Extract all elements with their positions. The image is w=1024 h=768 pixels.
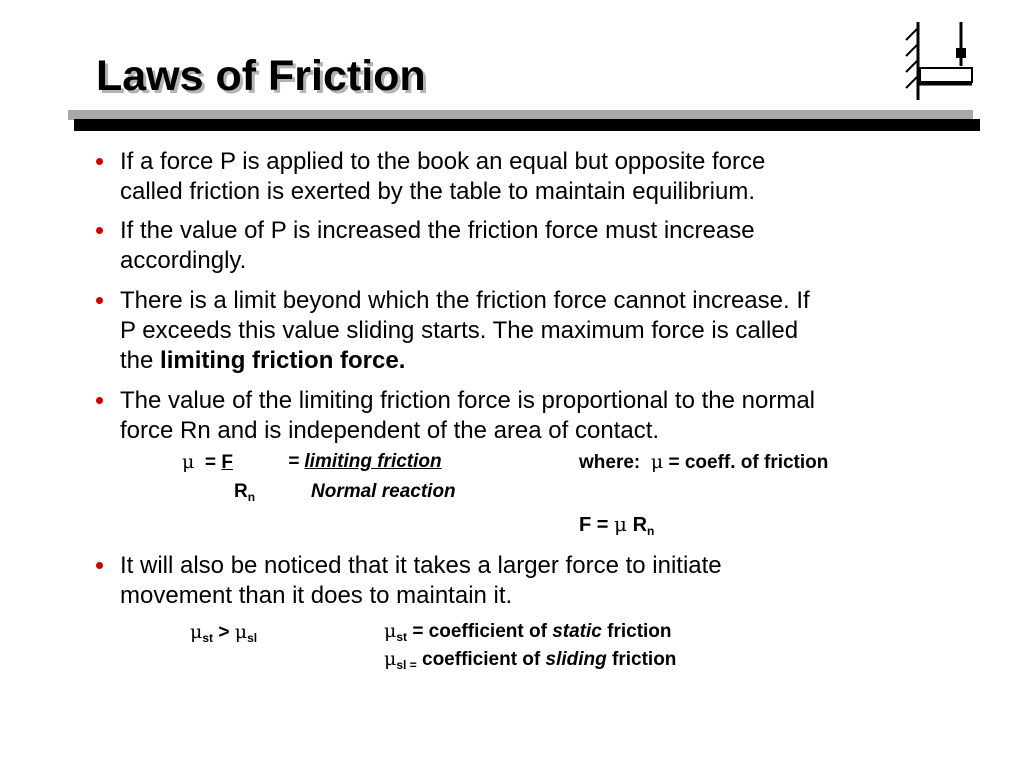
bullet-text: force Rn and is independent of the area of contact.	[120, 417, 660, 444]
formula-numerator-text: = limiting friction	[288, 451, 442, 472]
bullet-dot-icon	[96, 397, 103, 404]
bullet-text: movement than it does to maintain it.	[120, 582, 513, 609]
limiting-friction-term: limiting friction force.	[160, 347, 406, 374]
bullet-dot-icon	[96, 297, 103, 304]
formula-denominator: $R_n$	[234, 481, 256, 504]
slide-title: Laws of Friction	[96, 52, 426, 100]
bullet-text: If the value of P is increased the friction force must increase	[120, 217, 755, 244]
bullet-text: If a force P is applied to the book an equal but opposite force	[120, 148, 766, 175]
bullet-item	[96, 147, 765, 207]
bullet-text: P exceeds this value sliding starts. The maximum force is called	[120, 317, 799, 344]
friction-logo-icon	[898, 20, 978, 102]
bullet-dot-icon	[96, 227, 103, 234]
bullet-item	[96, 386, 815, 446]
formula-static-def: $\mu_{st}$ = coefficient of static friction	[384, 620, 672, 644]
bullet-text: The value of the limiting friction force is proportional to the normal	[120, 387, 816, 414]
bullet-text: accordingly.	[120, 247, 247, 274]
bullet-item	[96, 216, 755, 276]
bullet-text: There is a limit beyond which the friction force cannot increase. If	[120, 287, 810, 314]
formula-mu-equals: μ = F	[182, 451, 233, 473]
formula-sliding-def: $\mu_{sl =}$ coefficient of sliding friction	[384, 648, 677, 672]
formula-where: where: μ = coeff. of friction	[579, 451, 829, 473]
formula-mu-comparison: $\mu_{st} > \mu_{sl}$	[190, 621, 258, 645]
bullet-text: It will also be noticed that it takes a larger force to initiate	[120, 552, 722, 579]
bullet-dot-icon	[96, 158, 103, 165]
formula-f-equals: F = μ $R_n$	[579, 512, 655, 538]
bullet-dot-icon	[96, 562, 103, 569]
title-rule	[74, 119, 980, 131]
bullet-item	[96, 286, 810, 376]
formula-denominator-text: Normal reaction	[311, 481, 456, 502]
bullet-text: called friction is exerted by the table to maintain equilibrium.	[120, 178, 755, 205]
bullet-item	[96, 551, 722, 611]
bullet-text: the limiting friction force.	[120, 347, 406, 374]
